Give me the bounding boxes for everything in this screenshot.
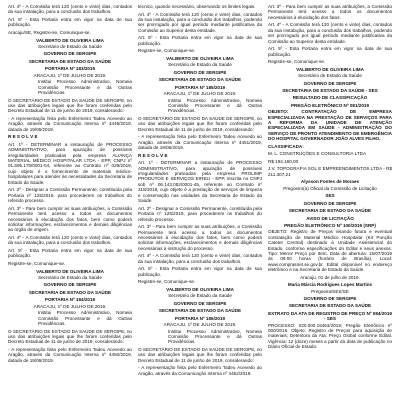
paragraph: Art. 4º - A Comissão terá 120 (cento e vinte) dias, contados da sua instalação, para a conclusão dos trabalhos.: [8, 4, 132, 15]
extrato-body: PROCESSO: 020.000.15463/2019; Pregão Eletrônico nº 000/2019. Objeto: Registro de Preços para aquisição de materiais; Detentora da Ata: Preço Global conforme Edital. Vigência: 12 (doze) meses a partir da data de publicação no Diário Oficial do Estado.: [268, 322, 392, 350]
signature-name: Alysson Fontes de Moraes: [300, 179, 360, 185]
article: Art. 1º - DETERMINAR a instauração de PROCESSO ADMINISTRATIVO, para apuração de possíveis irregularidades praticadas pela empresa ALIANÇA MATERIAL MÉDICO HOSPITALAR LTDA - EPP, CNPJ nº 01.695.179/0001-04, referente ao Contrato nº 029/2019, cujo objeto é o fornecimento de materiais médico-hospitalares para atender às necessidades da Secretaria de Estado da Saúde.: [8, 141, 132, 185]
portaria-date: ARACAJU, 1º DE JULHO DE 2019.: [163, 91, 237, 97]
result-subtitle: PREGÃO ELETRÔNICO Nº 081/2019: [290, 102, 369, 108]
paragraph: Registre-se, Comunique-se.: [8, 260, 66, 266]
paragraph: - A representação feita pelo Enfermeiro Tadeu Acevedo ao Aragão, através da Comunicação Interna nº 4451/2019, datada de 19/06/2019.: [138, 134, 262, 151]
signature-role: Secretário de Estado da Saúde: [168, 62, 232, 68]
ementa: Institui Processo Administrativo, Nomeia Comissão Processante e dá Outras Providências.: [168, 328, 262, 345]
objeto-paragraph: OBJETO: CONTRATAÇÃO DE EMPRESA ESPECIALIZADA NA PRESTAÇÃO DE SERVIÇOS PARA A REFORMA DA UNIDADE DE ATENÇÃO ESPECIALIZADA EM SAÚDE - ADMINISTRAÇÃO DO SERVIÇO DE PRONTO ATENDIMENTO DE EMERGÊNCIA DO HOSPITAL GOVERNADOR JOÃO ALVES FILHO.: [268, 109, 392, 142]
article: Art. 3º - Para bem cumprir as suas atribuições, a Comissão Permanente terá acesso a todos os documentos necessários à elucidação dos fatos, bem como poderá solicitar informações, esclarecimentos e demais diligências necessárias à instrução do processo.: [138, 224, 262, 251]
result-title: RESULTADO DE CLASSIFICAÇÃO: [292, 95, 368, 101]
signature-name: VALBERTO DE OLIVEIRA LIMA: [166, 56, 234, 61]
section-heading: SECRETARIA DE ESTADO DA SAÚDE: [158, 77, 242, 83]
article: Art. 1º - DETERMINAR a instauração de PROCESSO ADMINISTRATIVO, para apuração de possíveis irregularidades praticadas pela empresa PROLIMP PRODUTOS E SERVIÇOS EIRELI - EPP, inscrita no CNPJ sob nº 06.143.052/0001-45, referente ao Contrato nº 318/2018, cujo objeto é a prestação de serviços de limpeza e conservação nas unidades da Secretaria de Estado da Saúde.: [138, 160, 262, 204]
article: Art. 2º - Designar a Comissão Permanente, constituída pela Portaria nº 125/2019, para procederem os trabalhos do referido processo.: [8, 187, 132, 204]
section-heading: SECRETARIA DE ESTADO DA SAÚDE: [288, 303, 372, 309]
section-heading: GOVERNO DE SERGIPE: [303, 80, 357, 86]
section-heading: GOVERNO DE SERGIPE: [173, 300, 227, 306]
paragraph: - A representação feita pelo Enfermeiro Tadeu Acevedo ao Aragão, através da Comunicação Interna nº 4450/2019, datada de 19/06/2019.: [8, 346, 132, 363]
paragraph: Art. 5º - Esta Portaria entra em vigor na data de sua publicação.: [268, 46, 392, 57]
section-heading: GOVERNO DE SERGIPE: [43, 51, 97, 57]
resolve-heading: R E S O L V E: [138, 152, 168, 158]
portaria-number: PORTARIA Nº 183/2019: [44, 66, 96, 72]
paragraph: técnico, quando necessário, observando os limites legais.: [138, 4, 256, 9]
signature-name: VALBERTO DE OLIVEIRA LIMA: [36, 268, 104, 274]
aviso-body: OBJETO: Registro de Preços visando futura e eventual contratação de Material Médico Hospitalar (Kit Punção Cateter Central) destinado à Unidade Assistencial do Estado, conforme especificações do Edital e seus anexos. Tipo: Menor Preço por Item. Data de abertura: 15/07/2019 às 09:00 horas (horário de Brasília). Local: www.comprasnet.se.gov.br. Edital disponível no endereço eletrônico e na Secretaria de Estado da Saúde.: [268, 229, 392, 273]
section-heading: GOVERNO DE SERGIPE: [303, 200, 357, 206]
portaria-number: PORTARIA Nº 186/2019: [174, 315, 226, 321]
signature-role: Secretário de Estado da Saúde: [38, 44, 102, 49]
article: Art. 5º - Esta Portaria entra em vigor na data de sua publicação.: [8, 247, 132, 259]
aviso-subtitle: PREGÃO ELETRÔNICO Nº 100/2019 (SRP): [284, 222, 376, 228]
paragraph: Registre-se, Comunique-se.: [268, 59, 326, 65]
ementa: Institui Processo Administrativo, Nomeia Comissão Processante e dá Outras Providências.: [38, 310, 132, 326]
paragraph: Registre-se, Comunique-se.: [138, 48, 196, 54]
signature-role: Secretário de Estado da Saúde: [38, 274, 102, 280]
paragraph: - A representação feita pelo Enfermeiro Tadeu Acevedo ao Aragão, através da Comunicação Interna nº 4449/2019, datada de 19/06/2019.: [8, 116, 132, 132]
date-line: Aracaju, 01 de julho de 2019.: [300, 274, 360, 280]
section-heading: GOVERNO DE SERGIPE: [173, 69, 227, 75]
section-heading: SECRETARIA DE ESTADO DA SAÚDE - SES: [282, 88, 378, 94]
section-heading: GOVERNO DE SERGIPE: [43, 282, 97, 288]
paragraph: O SECRETÁRIO DE ESTADO DA SAÚDE DE SERGIPE, no uso das atribuições legais que lhe foram conferidas pelo Decreto Estadual de 11 de junho de 2019, considerando:: [8, 97, 132, 114]
paragraph: Aracaju/SE, Registre-se, Comunique-se.: [8, 30, 91, 35]
aviso-title: AVISO DE LICITAÇÃO: [306, 215, 354, 221]
article: Art. 4º - A Comissão terá 120 (cento e vinte) dias, contados da sua instalação, para a conclusão dos trabalhos.: [138, 253, 262, 264]
column-left: [8, 4, 132, 400]
article: Art. 5º - Esta Portaria entra em vigor na data de sua publicação.: [138, 266, 262, 277]
paragraph: O SECRETÁRIO DE ESTADO DA SAÚDE DE SERGIPE, no uso das atribuições legais que lhe foram conferidas pelo Decreto Estadual de 11 de junho de 2019, considerando:: [8, 328, 132, 345]
signature-role: Pregoeira/SES/SE: [311, 288, 349, 294]
ementa: Institui Processo Administrativo, Nomeia Comissão Processante e dá Outras Providências.: [168, 97, 262, 114]
article: Art. 4º - A Comissão terá 120 (cento e vinte) dias, contados da sua instalação, para a conclusão dos trabalhos.: [8, 234, 132, 246]
empresa-value: R$ 194.160,00: [268, 158, 299, 164]
article: Art. 2º - Designar a Comissão Permanente, constituída pela Portaria nº 125/2019, para procederem os trabalhos do referido processo.: [138, 205, 262, 222]
signature-name: VALBERTO DE OLIVEIRA LIMA: [166, 286, 234, 292]
signature-name: VALBERTO DE OLIVEIRA LIMA: [36, 37, 104, 43]
paragraph: - A representação feita pelo Enfermeiro Tadeu Acevedo ao Aragão, através da Comunicação Interna nº 4452/2019.: [138, 365, 262, 376]
signature-name: VALBERTO DE OLIVEIRA LIMA: [296, 66, 364, 72]
ementa: Institui Processo Administrativo, Nomeia Comissão Processante e dá Outras Providências.: [38, 79, 132, 96]
portaria-date: ARACAJU, 1º DE JULHO DE 2019.: [33, 303, 107, 309]
paragraph: Art. 5º - Esta Portaria entra em vigor na data de sua publicação.: [8, 17, 132, 28]
column-middle: [138, 4, 262, 400]
signature-role: Secretário de Estado da Saúde: [168, 293, 232, 299]
paragraph: O SECRETÁRIO DE ESTADO DA SAÚDE DE SERGIPE, no uso das atribuições legais que lhe foram conferidas pelo Decreto Estadual de 11 de junho de 2019, considerando:: [138, 116, 262, 132]
ses-label: SES: [325, 193, 335, 199]
paragraph: Art. 3º - Para bem cumprir as suas atribuições, a Comissão Permanente terá acesso a todos os documentos necessários à elucidação dos fatos.: [268, 4, 392, 20]
extrato-title: EXTRATO DA ATA DE REGISTRO DE PREÇO Nº 084/2019 - SES: [268, 310, 392, 322]
empresa-name: J.V. TOPOGRAFIA SOL E EMPREENDIMENTOS LTDA - R$ 211.307,21: [268, 166, 392, 177]
signature-name: Maria Márcia Rodrigues Lopes Martins: [287, 282, 373, 288]
paragraph: Art. 4º - A Comissão terá 120 (cento e vinte) dias, contados da sua instalação, para a conclusão dos trabalhos, podendo ser prorrogado por igual período mediante justificativa da Comissão ao Superior desta entidade.: [138, 11, 262, 33]
paragraph: Registre-se, Comunique-se.: [138, 279, 196, 285]
portaria-date: ARACAJU, 1º DE JULHO DE 2019.: [33, 72, 107, 78]
column-right: [268, 4, 392, 400]
section-heading: GOVERNO DE SERGIPE: [303, 295, 357, 301]
signature-role: Pregoeiro(a) Oficial da Comissão de Licitação: [283, 185, 377, 191]
section-heading: SECRETARIA DE ESTADO DA SAÚDE: [28, 289, 112, 295]
resolve-heading: R E S O L V E: [8, 134, 38, 140]
section-heading: SECRETARIA DE ESTADO DA SAÚDE: [158, 308, 242, 314]
paragraph: O SECRETÁRIO DE ESTADO DA SAÚDE DE SERGIPE, no uso das atribuições legais que lhe foram conferidas pelo Decreto Estadual de 11 de junho de 2019, considerando:: [138, 346, 262, 363]
section-heading: SECRETARIA DE ESTADO DA SAÚDE: [288, 208, 372, 214]
portaria-number: PORTARIA Nº 185/2019: [174, 84, 226, 90]
paragraph: Art. 4º - A Comissão terá 120 (cento e vinte) dias, contados da sua instalação, para a conclusão dos trabalhos, podendo ser prorrogado por igual período mediante justificativa da Comissão ao Superior desta entidade.: [268, 22, 392, 44]
paragraph: Art. 5º - Esta Portaria entra em vigor na data de sua publicação.: [138, 35, 262, 46]
section-heading: SECRETARIA DE ESTADO DA SAÚDE: [28, 58, 112, 64]
portaria-date: ARACAJU, 1º DE JULHO DE 2019.: [163, 321, 237, 327]
signature-role: Secretário de Estado da Saúde: [298, 73, 362, 79]
portaria-number: PORTARIA Nº 184/2019: [44, 297, 96, 303]
empresa-name: M. L. CONSTRUÇÕES E CONSULTORIA LTDA: [268, 151, 367, 157]
article: Art. 3º - Para bem cumprir as suas atribuições, a Comissão Permanente terá acesso a todos os documentos necessários à elucidação dos fatos, bem como poderá solicitar informações, esclarecimentos e demais diligências ao órgão de origem.: [8, 205, 132, 233]
classificada-label: CLASSIFICADA:: [268, 143, 304, 149]
